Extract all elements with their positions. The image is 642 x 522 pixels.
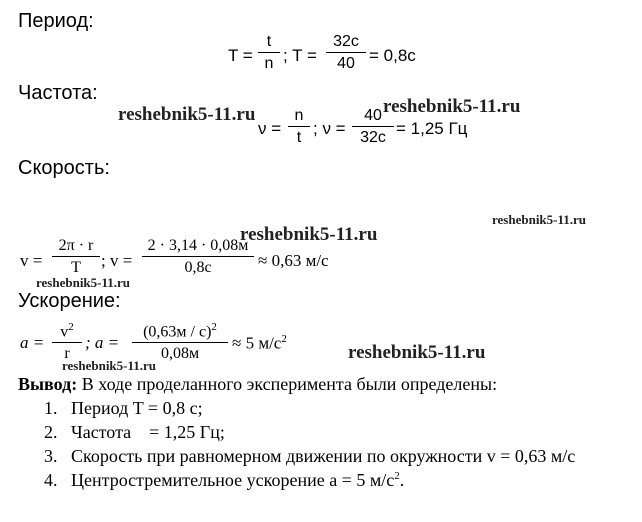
speed-f2-num: 2 · 3,14 · 0,08м — [147, 237, 249, 254]
list-text: Скорость при равномерном движении по окружности v = 0,63 м/с — [71, 446, 576, 466]
list-number: 1. — [44, 398, 58, 418]
period-fraction-2 — [326, 32, 366, 75]
period-result: = 0,8c — [369, 46, 416, 65]
list-number: 4. — [44, 470, 58, 490]
speed-lhs: v = — [20, 251, 43, 270]
frequency-heading: Частота: — [18, 82, 98, 104]
period-mid: ; T = — [283, 46, 317, 65]
frequency-lhs: ν = — [258, 119, 282, 138]
acceleration-heading: Ускорение: — [18, 290, 121, 312]
watermark: reshebnik5-11.ru — [36, 275, 131, 290]
conclusion-text: В ходе проделанного эксперимента были определены: — [81, 374, 498, 394]
period-f2-num: 32c — [333, 33, 359, 50]
list-text: Частота = 1,25 Гц; — [71, 422, 225, 442]
watermark: reshebnik5-11.ru — [348, 342, 486, 363]
acceleration-lhs: a = — [20, 333, 45, 352]
watermark: reshebnik5-11.ru — [240, 224, 378, 245]
list-text: Центростремительное ускорение a = 5 $м/с^2$. — [71, 470, 405, 490]
conclusion-intro — [18, 374, 497, 395]
acceleration-f2-num: (0,63м / с)$^2$ — [143, 321, 217, 341]
period-lhs: T = — [228, 46, 253, 65]
period-heading: Период: — [18, 10, 94, 32]
list-number: 3. — [44, 446, 58, 466]
acceleration-result: ≈ 5 $м/с^2$ — [232, 333, 287, 353]
period-f1-num: t — [266, 33, 272, 50]
period-fraction-1 — [258, 32, 280, 75]
list-item — [44, 470, 404, 491]
frequency-result: = 1,25 Гц — [396, 119, 468, 138]
list-item — [44, 398, 203, 419]
frequency-f2-num: 40 — [364, 107, 382, 124]
speed-heading: Скорость: — [18, 157, 110, 179]
watermark: reshebnik5-11.ru — [118, 104, 256, 125]
speed-f1-den: T — [71, 259, 81, 276]
watermark: reshebnik5-11.ru — [492, 212, 587, 227]
list-number: 2. — [44, 422, 58, 442]
acceleration-f2-den: 0,08м — [160, 345, 200, 363]
period-f2-den: 40 — [337, 55, 355, 72]
frequency-f1-num: n — [294, 107, 304, 124]
period-f1-den: n — [264, 55, 274, 72]
conclusion-label: Вывод: — [18, 374, 78, 394]
frequency-f1-den: t — [296, 129, 302, 146]
list-item — [44, 422, 225, 443]
speed-f2-den: 0,8c — [184, 259, 212, 276]
frequency-f2-den: 32c — [360, 129, 386, 146]
frequency-fraction-1 — [288, 106, 310, 149]
speed-fraction-2 — [142, 236, 254, 279]
list-text: Период T = 0,8 с; — [71, 398, 203, 418]
acceleration-mid: ; a = — [85, 333, 120, 352]
speed-f1-num: 2π · r — [58, 237, 94, 254]
watermark: reshebnik5-11.ru — [62, 358, 157, 373]
speed-result: ≈ 0,63 м/с — [258, 251, 329, 270]
acceleration-f1-num: $v^2$ — [60, 321, 74, 341]
watermark: reshebnik5-11.ru — [383, 96, 521, 117]
speed-fraction-1 — [52, 236, 100, 279]
frequency-mid: ; ν = — [313, 119, 346, 138]
list-item — [44, 446, 575, 467]
acceleration-f1-den: r — [64, 345, 70, 363]
speed-mid: ; v = — [101, 251, 133, 270]
